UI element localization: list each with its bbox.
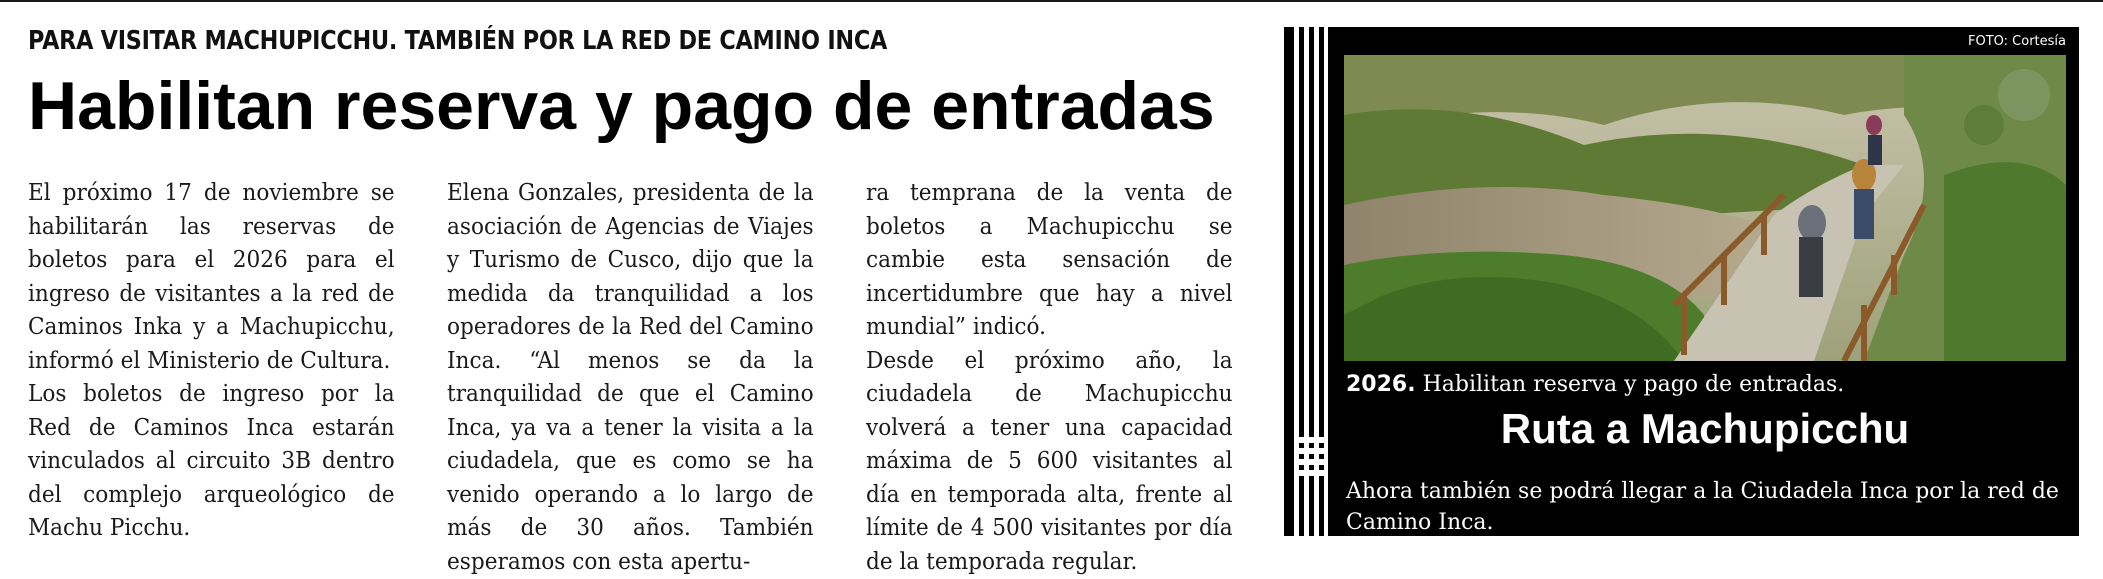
caption-text: Habilitan reserva y pago de entradas.	[1416, 372, 1845, 397]
article-column-3	[866, 177, 1233, 579]
paragraph: Los boletos de ingreso por la Red de Caminos Inca estarán vinculados al circuito 3B dentro del complejo arqueológico de Machu Picchu.	[28, 378, 395, 546]
sidebar-description: Ahora también se podrá llegar a la Ciudadela Inca por la red de Camino Inca.	[1346, 476, 2066, 538]
photo-credit: FOTO: Cortesía	[1968, 34, 2066, 49]
photo-caption	[1346, 372, 2066, 397]
trail-photo	[1344, 55, 2066, 361]
paragraph: El próximo 17 de noviembre se habilitarán las reservas de boletos para el 2026 para el ingreso de visitantes a la red de Caminos Inka y a Machupicchu, informó el Ministerio de Cultura.	[28, 177, 395, 378]
article-headline: Habilitan reserva y pago de entradas	[28, 66, 1215, 146]
article-kicker: PARA VISITAR MACHUPICCHU. TAMBIÉN POR LA RED DE CAMINO INCA	[28, 26, 887, 56]
sidebar-box	[1284, 27, 2079, 536]
lines-icon	[1294, 437, 1328, 483]
article-column-2	[447, 177, 814, 579]
paragraph: Elena Gonzales, presidenta de la asociación de Agencias de Viajes y Turismo de Cusco, dijo que la medida da tranquilidad a los operadores de la Red del Camino Inca. “Al menos se da la tranquilidad de que el Camino Inca, ya va a tener la visita a la ciudadela, que es como se ha venido operando a lo largo de más de 30 años. También esperamos con esta apertu-	[447, 177, 814, 579]
article-column-1	[28, 177, 395, 546]
sidebar-title: Ruta a Machupicchu	[1344, 405, 2066, 453]
top-rule	[0, 0, 2103, 2]
paragraph: ra temprana de la venta de boletos a Machupicchu se cambie esta sensación de incertidumbre que hay a nivel mundial” indicó.	[866, 177, 1233, 345]
paragraph: Desde el próximo año, la ciudadela de Machupicchu volverá a tener una capacidad máxima de 5 600 visitantes al día en temporada alta, frente al límite de 4 500 visitantes por día de la temporada regular.	[866, 345, 1233, 579]
caption-year: 2026.	[1346, 372, 1416, 397]
